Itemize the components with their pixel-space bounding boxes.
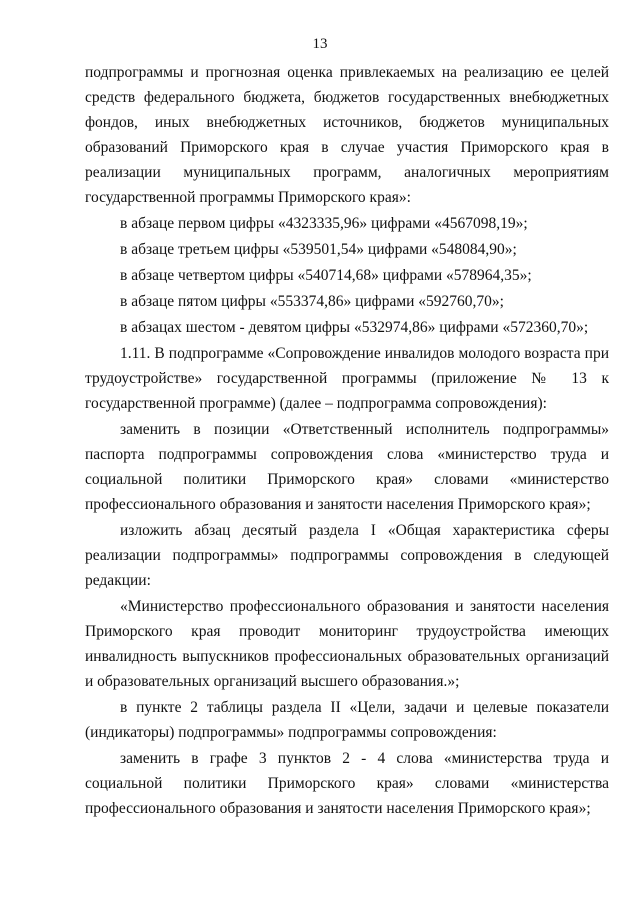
paragraph-section-1-11: 1.11. В подпрограмме «Сопровождение инвалидов молодого возраста при трудоустройстве» государственной программы (приложение № 13 к государственной программе) (далее – подпрограмма сопровождения): xyxy=(85,345,609,412)
paragraph-continuation: подпрограммы и прогнозная оценка привлекаемых на реализацию ее целей средств федерального бюджета, бюджетов государственных внебюджетных фондов, иных внебюджетных источников, бюджетов муниципальных образований Приморского края в случае участия Приморского края в реализации муниципальных программ, аналогичных мероприятиям государственной программы Приморского края»: xyxy=(85,64,609,206)
paragraph-amendment-4: в абзаце четвертом цифры «540714,68» цифрами «578964,35»; xyxy=(120,267,532,284)
paragraph-replace-column-3: заменить в графе 3 пунктов 2 - 4 слова «министерства труда и социальной политики Приморского края» словами «министерства профессионального образования и занятости населения Приморского края»; xyxy=(85,750,609,817)
paragraph-amendment-1: в абзаце первом цифры «4323335,96» цифрами «4567098,19»; xyxy=(120,215,528,232)
paragraph-restate-section-1: изложить абзац десятый раздела I «Общая характеристика сферы реализации подпрограммы» подпрограммы сопровождения в следующей редакции: xyxy=(85,522,609,589)
paragraph-amendment-3: в абзаце третьем цифры «539501,54» цифрами «548084,90»; xyxy=(120,241,517,258)
document-body xyxy=(85,60,609,821)
paragraph-amendment-5: в абзаце пятом цифры «553374,86» цифрами «592760,70»; xyxy=(120,293,504,310)
paragraph-table-section-2: в пункте 2 таблицы раздела II «Цели, задачи и целевые показатели (индикаторы) подпрограммы» подпрограммы сопровождения: xyxy=(85,699,609,741)
page-number: 13 xyxy=(312,36,328,52)
paragraph-replace-executor: заменить в позиции «Ответственный исполнитель подпрограммы» паспорта подпрограммы сопровождения слова «министерство труда и социальной политики Приморского края» словами «министерство профессионального образования и занятости населения Приморского края»; xyxy=(85,421,609,513)
paragraph-amendment-6-9: в абзацах шестом - девятом цифры «532974,86» цифрами «572360,70»; xyxy=(120,319,589,336)
paragraph-new-wording: «Министерство профессионального образования и занятости населения Приморского края проводит мониторинг трудоустройства имеющих инвалидность выпускников профессиональных образовательных организаций и образовательных организаций высшего образования.»; xyxy=(85,598,609,690)
